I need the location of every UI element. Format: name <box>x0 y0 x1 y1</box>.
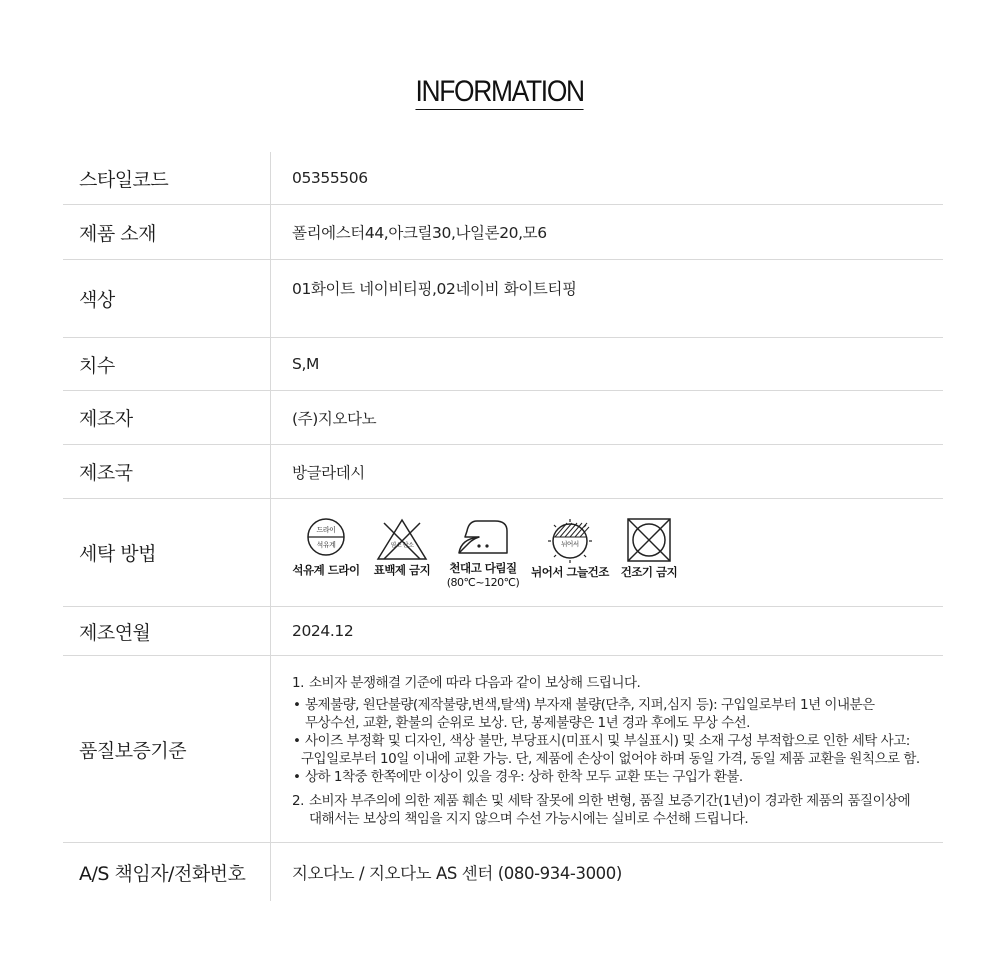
date-label: 제조연월 <box>63 607 271 655</box>
as-value: 지오다노 / 지오다노 AS 센터 (080-934-3000) <box>292 864 622 883</box>
quality-label: 품질보증기준 <box>63 656 271 842</box>
shade-dry-icon <box>545 517 595 565</box>
color-value: 01화이트 네이비티핑,02네이비 화이트티핑 <box>292 280 577 298</box>
quality-bullet-3: • 상하 1착중 한쪽에만 이상이 있을 경우: 상하 한착 모두 교환 또는 구입가 환불. <box>293 769 743 785</box>
quality-item-2-line2: 대해서는 보상의 책임을 지지 않으며 수선 가능시에는 실비로 수선해 드립니다. <box>309 811 749 827</box>
as-label: A/S 책임자/전화번호 <box>63 843 271 901</box>
quality-bullet-3-line1: 상하 1착중 한쪽에만 이상이 있을 경우: 상하 한착 모두 교환 또는 구입가 환불. <box>305 769 743 785</box>
quality-bullet-2-line1: 사이즈 부정확 및 디자인, 색상 불만, 부당표시(미표시 및 부실표시) 및 소재 구성 부적합으로 인한 세탁 사고: <box>305 733 910 749</box>
page-title: INFORMATION <box>415 75 585 108</box>
quality-item-2-num: 2. <box>292 793 304 809</box>
manufacturer-value: (주)지오다노 <box>292 409 377 428</box>
row-quality <box>63 656 943 843</box>
row-date <box>63 607 943 656</box>
quality-item-1 <box>292 674 943 692</box>
quality-bullet-2-line2: 구입일로부터 10일 이내에 교환 가능. 단, 제품에 손상이 없어야 하며 동일 가격, 동일 제품 교환을 원칙으로 함. <box>301 751 920 767</box>
dry-clean-inner-bottom: 석유계 <box>316 541 336 549</box>
quality-bullet-1-line1: 봉제불량, 원단불량(제작불량,변색,탈색) 부자재 불량(단추, 지퍼,심지 등): 구입일로부터 1년 이내분은 <box>305 697 875 713</box>
material-value: 폴리에스터44,아크릴30,나일론20,모6 <box>292 224 547 242</box>
no-bleach-inner: 염소 산소 <box>390 542 414 549</box>
country-label: 제조국 <box>63 445 271 498</box>
quality-item-2 <box>292 792 943 828</box>
care-caption-no-tumble: 건조기 금지 <box>620 565 678 579</box>
row-color <box>63 260 943 338</box>
quality-bullet-1-line2: 무상수선, 교환, 환불의 순위로 보상. 단, 봉제불량은 1년 경과 후에도 무상 수선. <box>305 715 750 731</box>
care-icons <box>271 499 943 606</box>
iron-icon <box>455 517 511 557</box>
style-code-label: 스타일코드 <box>63 152 271 204</box>
quality-item-1-text: 소비자 분쟁해결 기준에 따라 다음과 같이 보상해 드립니다. <box>309 675 641 691</box>
size-label: 치수 <box>63 338 271 390</box>
quality-text <box>271 656 943 842</box>
info-table <box>63 152 943 901</box>
quality-bullet-1: • 봉제불량, 원단불량(제작불량,변색,탈색) 부자재 불량(단추, 지퍼,심지 등): 구입일로부터 1년 이내분은 무상수선, 교환, 환불의 순위로 보상. 단, 봉제불량은 1년 경과 후에도 무상 수선. <box>293 697 875 731</box>
row-style-code <box>63 152 943 205</box>
row-country <box>63 445 943 499</box>
washing-label: 세탁 방법 <box>63 499 271 606</box>
care-caption-no-bleach: 표백제 금지 <box>373 563 431 577</box>
row-size <box>63 338 943 391</box>
row-manufacturer <box>63 391 943 445</box>
care-caption-dry-clean: 석유계 드라이 <box>292 563 360 577</box>
shade-dry-inner: 뉘어서 <box>561 540 579 548</box>
material-label: 제품 소재 <box>63 205 271 259</box>
manufacturer-label: 제조자 <box>63 391 271 444</box>
care-item-shade-dry <box>526 517 614 580</box>
row-washing <box>63 499 943 607</box>
quality-item-1-num: 1. <box>292 675 304 691</box>
country-value: 방글라데시 <box>292 463 365 482</box>
color-label: 색상 <box>63 260 271 337</box>
care-item-no-tumble <box>614 517 684 580</box>
care-item-iron <box>440 517 526 589</box>
no-bleach-icon <box>374 517 430 561</box>
care-caption-shade-dry: 뉘어서 그늘건조 <box>531 565 609 579</box>
size-value: S,M <box>292 355 319 373</box>
style-code-value: 05355506 <box>292 169 368 187</box>
no-tumble-dry-icon <box>625 517 673 563</box>
row-as <box>63 843 943 901</box>
quality-bullet-2: • 사이즈 부정확 및 디자인, 색상 불만, 부당표시(미표시 및 부실표시) 및 소재 구성 부적합으로 인한 세탁 사고: 구입일로부터 10일 이내에 교환 가능. 단, 제품에 손상이 없어야 하며 동일 가격, 동일 제품 교환을 원칙으로 함. <box>293 733 920 767</box>
date-value: 2024.12 <box>292 622 354 640</box>
dry-clean-petroleum-icon <box>302 517 350 557</box>
care-caption-iron: 천대고 다림질 <box>449 561 517 575</box>
quality-item-2-line1: 소비자 부주의에 의한 제품 훼손 및 세탁 잘못에 의한 변형, 품질 보증기간(1년)이 경과한 제품의 품질이상에 <box>309 793 911 809</box>
dry-clean-inner-top: 드라이 <box>316 526 336 534</box>
row-material <box>63 205 943 260</box>
page-title-wrap <box>0 75 1000 110</box>
care-item-no-bleach <box>364 517 440 578</box>
care-caption-iron-temp: (80℃~120℃) <box>446 576 520 589</box>
care-item-dry-clean <box>288 517 364 578</box>
